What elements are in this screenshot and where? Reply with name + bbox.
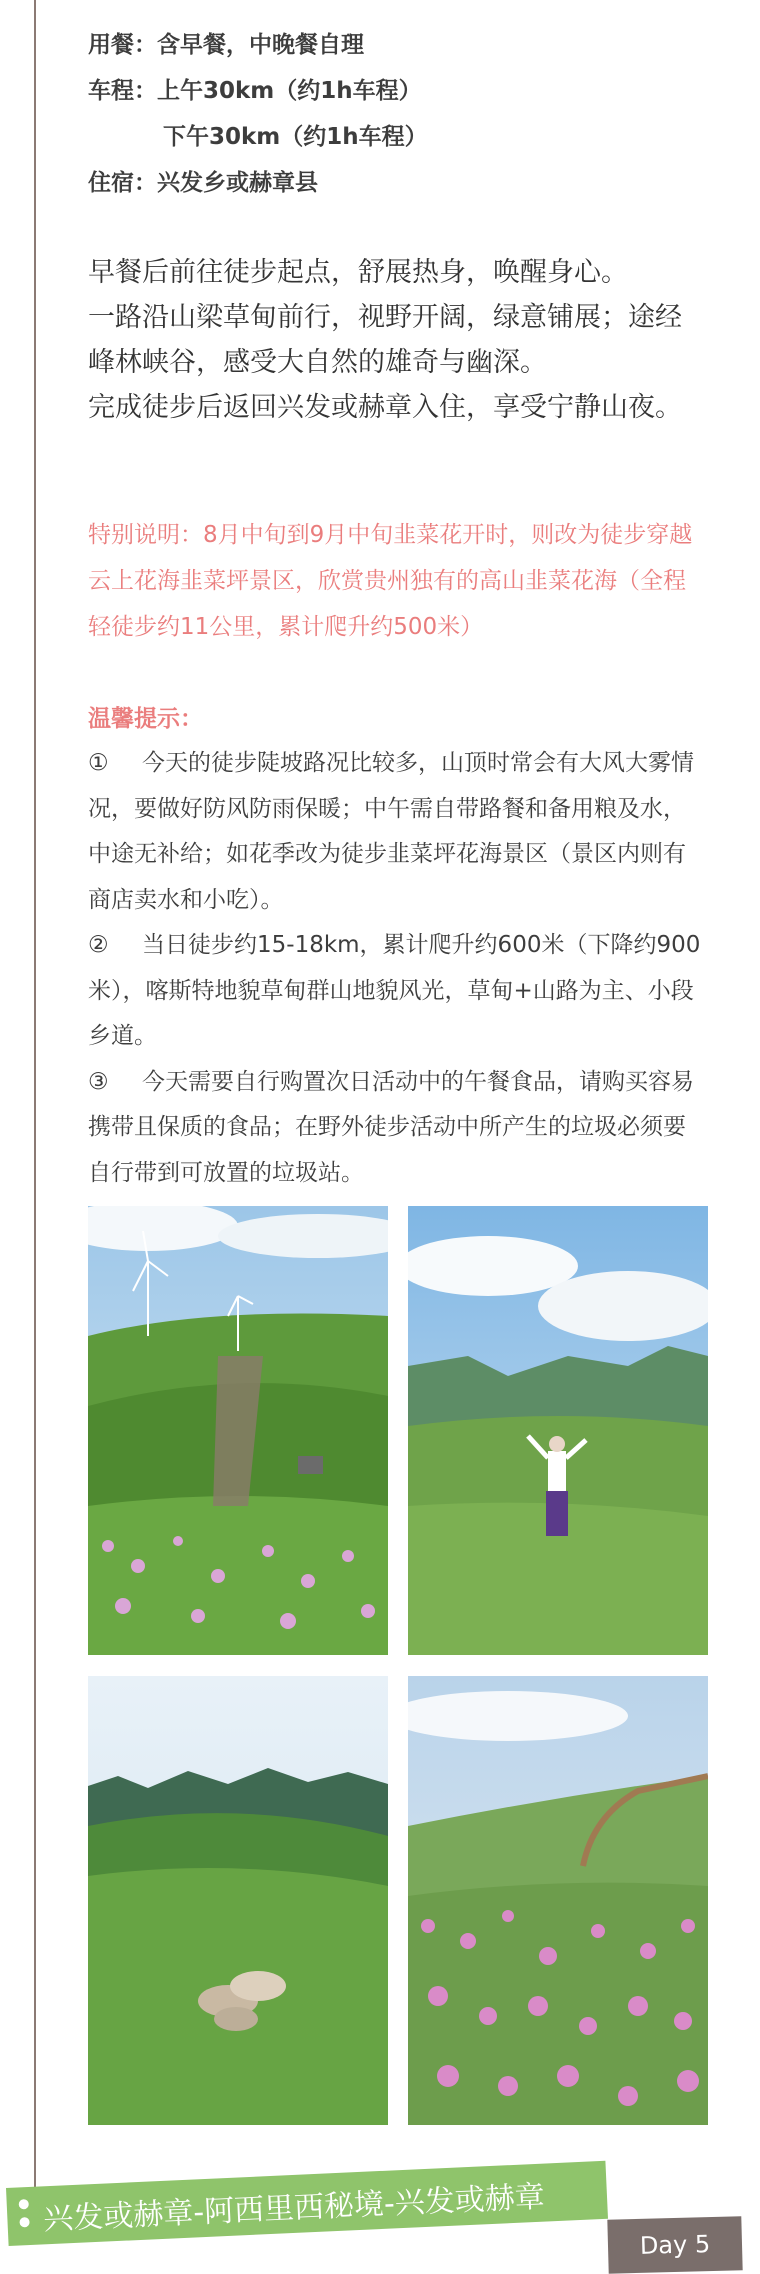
itinerary-line-1: 早餐后前往徒步起点，舒展热身，唤醒身心。 xyxy=(88,257,628,288)
sheep-grazing-photo xyxy=(88,1676,388,2125)
tip-number: ① xyxy=(88,750,109,776)
tips-title: 温馨提示： xyxy=(88,706,203,732)
tip-number: ③ xyxy=(88,1068,109,1095)
meals-info: 用餐：含早餐，中晚餐自理 xyxy=(88,32,364,58)
day-title: 兴发或赫章-阿西里西秘境-兴发或赫章 xyxy=(42,2179,546,2238)
tip-item xyxy=(88,1060,708,1197)
tip-text: 今天需要自行购置次日活动中的午餐食品，请购买容易携带且保质的食品；在野外徒步活动中所产生的垃圾必须要自行带到可放置的垃圾站。 xyxy=(88,1068,694,1186)
wind-turbines-meadow-photo xyxy=(88,1206,388,1655)
tip-number: ② xyxy=(88,932,109,958)
itinerary-text xyxy=(88,250,708,430)
banner-dots xyxy=(19,2199,31,2235)
drive-afternoon: 下午30km（约1h车程） xyxy=(163,124,428,150)
chive-flower-field-photo xyxy=(408,1676,708,2125)
itinerary-line-3: 完成徒步后返回兴发或赫章入住，享受宁静山夜。 xyxy=(88,392,682,423)
trip-info xyxy=(88,22,428,206)
day-title-banner xyxy=(6,2161,608,2246)
tips-list xyxy=(88,741,708,1196)
day-badge: Day 5 xyxy=(607,2216,742,2273)
tip-text: 当日徒步约15-18km，累计爬升约600米（下降约900米），喀斯特地貌草甸群山地貌风光，草甸+山路为主、小段乡道。 xyxy=(88,932,701,1049)
tip-item xyxy=(88,741,708,923)
itinerary-line-2: 一路沿山梁草甸前行，视野开阔，绿意铺展；途经峰林峡谷，感受大自然的雄奇与幽深。 xyxy=(88,302,682,378)
tip-item xyxy=(88,923,708,1060)
special-note: 特别说明：8月中旬到9月中旬韭菜花开时，则改为徒步穿越云上花海韭菜坪景区，欣赏贵州独有的高山韭菜花海（全程轻徒步约11公里，累计爬升约500米） xyxy=(88,522,693,640)
drive-morning: 车程：上午30km（约1h车程） xyxy=(88,78,422,104)
hiker-on-meadow-photo xyxy=(408,1206,708,1655)
timeline-line xyxy=(34,0,36,2200)
tip-text: 今天的徒步陡坡路况比较多，山顶时常会有大风大雾情况，要做好防风防雨保暖；中午需自带路餐和备用粮及水，中途无补给；如花季改为徒步韭菜坪花海景区（景区内则有商店卖水和小吃）。 xyxy=(88,750,694,913)
stay-info: 住宿：兴发乡或赫章县 xyxy=(88,170,318,196)
